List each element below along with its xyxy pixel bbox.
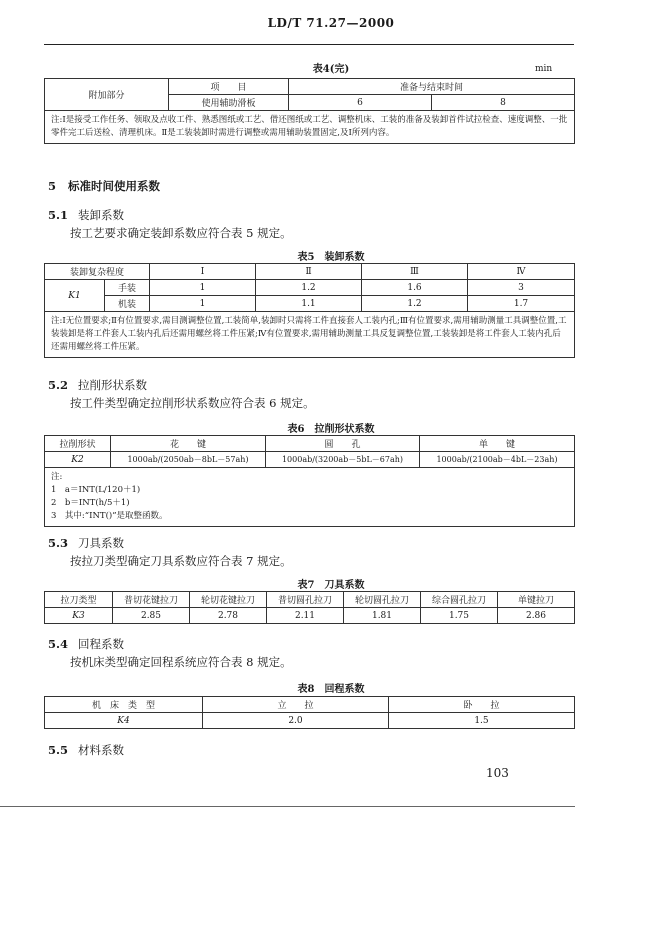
- table7-col-header: 普切花键拉刀: [113, 592, 190, 608]
- table5-level-3: Ⅲ: [362, 264, 468, 280]
- table7-cell: 2.11: [267, 608, 344, 624]
- table4-value-1: 6: [289, 95, 432, 111]
- table5-level-4: Ⅳ: [468, 264, 575, 280]
- table4-row-item: 使用辅助滑板: [169, 95, 289, 111]
- table4-col-item: 项 目: [169, 79, 289, 95]
- table4: [44, 78, 575, 144]
- section-5-2-number: 5.2: [48, 378, 69, 392]
- table8-corner: 机 床 类 型: [45, 697, 203, 713]
- table8-col-horizontal: 卧 拉: [389, 697, 575, 713]
- section-5-1-paragraph: 按工艺要求确定装卸系数应符合表 5 规定。: [70, 226, 292, 240]
- section-5-3-heading: [48, 535, 124, 551]
- table6-note-line: 2 b＝INT(h/5＋1): [51, 498, 130, 508]
- table7-col-header: 轮切花键拉刀: [190, 592, 267, 608]
- table6-note-line: 注:: [51, 472, 63, 482]
- section-5-5-title: 材料系数: [78, 743, 125, 757]
- section-5-number: 5: [48, 179, 57, 193]
- table4-unit: min: [535, 64, 553, 74]
- section-5-2-heading: [48, 377, 147, 393]
- table6-note-line: 1 a＝INT(L/120＋1): [51, 485, 141, 495]
- table5-cell: 1.1: [256, 296, 362, 312]
- table7-col-header: 轮切圆孔拉刀: [344, 592, 421, 608]
- footer-rule: [0, 806, 575, 807]
- table7-cell: 2.85: [113, 608, 190, 624]
- table8-cell: 1.5: [389, 713, 575, 729]
- table7-col-header: 单键拉刀: [498, 592, 575, 608]
- table5-corner: 装卸复杂程度: [45, 264, 150, 280]
- table7: [44, 591, 575, 624]
- table7-col-header: 普切圆孔拉刀: [267, 592, 344, 608]
- section-5-2-title: 拉削形状系数: [78, 378, 148, 392]
- section-5-title: 标准时间使用系数: [68, 179, 161, 193]
- section-5-1-number: 5.1: [48, 208, 69, 222]
- table5-cell: 1: [150, 296, 256, 312]
- table8-col-vertical: 立 拉: [203, 697, 389, 713]
- table5-level-1: Ⅰ: [150, 264, 256, 280]
- table6-col-spline: 花 键: [111, 436, 266, 452]
- table5-level-2: Ⅱ: [256, 264, 362, 280]
- table8-cell: 2.0: [203, 713, 389, 729]
- document-code: LD/T 71.27—2000: [267, 16, 395, 30]
- table7-cell: 2.86: [498, 608, 575, 624]
- table5-row-label: 机装: [105, 296, 150, 312]
- section-5-3-title: 刀具系数: [78, 536, 125, 550]
- table6-col-round-hole: 圆 孔: [266, 436, 420, 452]
- page-number: 103: [486, 766, 509, 780]
- section-5-1-title: 装卸系数: [78, 208, 125, 222]
- table5-cell: 1.2: [256, 280, 362, 296]
- section-5-4-paragraph: 按机床类型确定回程系统应符合表 8 规定。: [70, 655, 292, 669]
- table6-note-line: 3 其中:“INT()”是取整函数。: [51, 511, 168, 521]
- table6-col-single-key: 单 键: [420, 436, 575, 452]
- table4-caption: 表4(完): [312, 64, 350, 75]
- table4-value-2: 8: [432, 95, 575, 111]
- section-5-4-heading: [48, 636, 124, 652]
- table7-cell: 2.78: [190, 608, 267, 624]
- table6-notes: [45, 468, 575, 527]
- table7-cell: 1.81: [344, 608, 421, 624]
- table6: [44, 435, 575, 527]
- table5-caption: 表5 装卸系数: [297, 252, 365, 263]
- table5-cell: 1.2: [362, 296, 468, 312]
- table4-note: 注:Ⅰ是接受工作任务、领取及点收工件、熟悉图纸或工艺、借还图纸或工艺、调整机床、工装的准备及装卸首件试拉检查、速度调整、一批零件完工后送检、清理机床。Ⅱ是工装装卸时需进行调整或需用辅助装置固定,及Ⅰ所列内容。: [45, 111, 575, 144]
- table6-corner: 拉削形状: [45, 436, 111, 452]
- table8-caption: 表8 回程系数: [297, 684, 365, 695]
- table5-cell: 1: [150, 280, 256, 296]
- section-5-3-paragraph: 按拉刀类型确定刀具系数应符合表 7 规定。: [70, 554, 292, 568]
- table4-col-time: 准备与结束时间: [289, 79, 575, 95]
- table6-formula-single-key: 1000ab/(2100ab－4bL－23ah): [420, 452, 575, 468]
- table6-caption: 表6 拉削形状系数: [287, 424, 375, 435]
- table7-caption: 表7 刀具系数: [297, 580, 365, 591]
- table4-row-group: 附加部分: [45, 79, 169, 111]
- table5-note: 注:Ⅰ无位置要求;Ⅱ有位置要求,需目测调整位置,工装简单,装卸时只需将工件直接套人工装内孔;Ⅲ有位置要求,需用辅助测量工具调整位置,工装装卸是将工件套人工装内孔后还需用螺丝将工件压紧;Ⅳ有位置要求,需用辅助测量工具反复调整位置,工装装卸是将工件套人工装内孔后还需用螺丝将工件压紧。: [45, 312, 575, 358]
- header-rule: [44, 44, 574, 45]
- table7-symbol: K3: [45, 608, 113, 624]
- section-5-3-number: 5.3: [48, 536, 69, 550]
- table7-cell: 1.75: [421, 608, 498, 624]
- section-5-heading: [48, 178, 160, 194]
- table5-cell: 1.6: [362, 280, 468, 296]
- table5-cell: 3: [468, 280, 575, 296]
- table6-symbol: K2: [45, 452, 111, 468]
- section-5-4-title: 回程系数: [78, 637, 125, 651]
- section-5-5-heading: [48, 742, 124, 758]
- section-5-1-heading: [48, 207, 124, 223]
- section-5-4-number: 5.4: [48, 637, 69, 651]
- table7-col-header: 综合圆孔拉刀: [421, 592, 498, 608]
- table6-formula-round-hole: 1000ab/(3200ab－5bL－67ah): [266, 452, 420, 468]
- section-5-2-paragraph: 按工件类型确定拉削形状系数应符合表 6 规定。: [70, 396, 315, 410]
- table6-formula-spline: 1000ab/(2050ab－8bL－57ah): [111, 452, 266, 468]
- section-5-5-number: 5.5: [48, 743, 69, 757]
- table5-symbol: K1: [45, 280, 105, 312]
- table7-corner: 拉刀类型: [45, 592, 113, 608]
- table8-symbol: K4: [45, 713, 203, 729]
- table8: [44, 696, 575, 729]
- table5: [44, 263, 575, 358]
- table5-row-label: 手装: [105, 280, 150, 296]
- table5-cell: 1.7: [468, 296, 575, 312]
